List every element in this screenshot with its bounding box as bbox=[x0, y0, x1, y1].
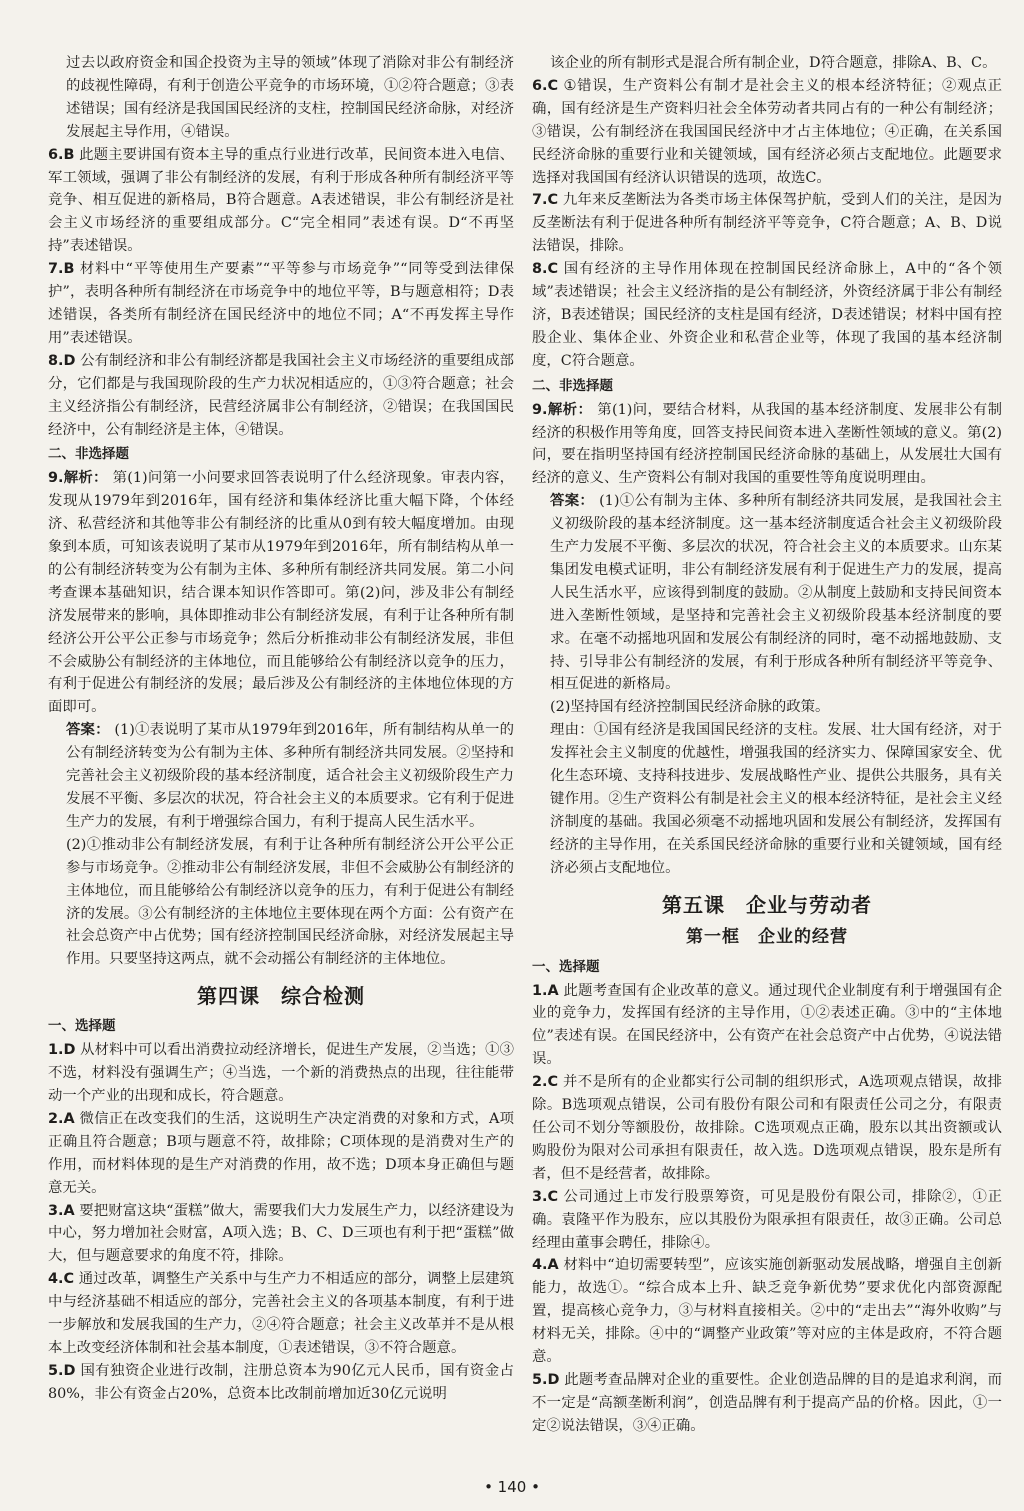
answer-text: 公司通过上市发行股票筹资，可见是股份有限公司，排除②，①正确。袁隆平作为股东，应以其股份为限承担有限责任，故③正确。公司总经理由董事会聘任，排除④。 bbox=[532, 1188, 1002, 1251]
answer-paragraph bbox=[532, 490, 1002, 696]
answer-label: 2.C bbox=[532, 1074, 559, 1091]
answer-text: (2)①推动非公有制经济发展，有利于让各种所有制经济公开公平公正参与市场竞争。②推动非公有制经济发展，非但不会威胁公有制经济的主体地位，而且能够给公有制经济以竞争的压力，有利于促进公有制经济的发展。③公有制经济的主体地位主要体现在两个方面：公有资产在社会总资产中占优势；国有经济控制国民经济命脉，对经济发展起主导作用。只要坚持这两点，就不会动摇公有制经济的主体地位。 bbox=[66, 836, 514, 968]
lesson-title: 第四课 综合检测 bbox=[197, 984, 365, 1009]
answer-text: 从材料中可以看出消费拉动经济增长，促进生产发展，②当选；①③不选，材料没有强调生产；④当选，一个新的消费热点的出现，往往能带动一个产业的出现和成长，符合题意。 bbox=[48, 1042, 514, 1104]
answer-text: ①错误，生产资料公有制才是社会主义的根本经济特征；②观点正确，国有经济是生产资料归社会全体劳动者共同占有的一种公有制经济；③错误，公有制经济在我国国民经济中才占主体地位；④正确，在关系国民经济命脉的重要行业和关键领域，国有经济必须占支配地位。此题要求选择对我国国有经济认识错误的选项，故选C。 bbox=[532, 77, 1002, 186]
answer-label: 答案： bbox=[550, 493, 595, 510]
answer-label: 答案： bbox=[66, 722, 110, 739]
answer-text: 微信正在改变我们的生活，这说明生产决定消费的对象和方式，A项正确且符合题意；B项与题意不符，故排除；C项体现的是消费对生产的作用，而材料体现的是生产对消费的作用，故不选；D项本身正确但与题意无关。 bbox=[48, 1110, 514, 1196]
section-heading: 一、选择题 bbox=[532, 958, 600, 975]
answer-text: 过去以政府资金和国企投资为主导的领域”体现了消除对非公有制经济的歧视性障碍，有利于创造公平竞争的市场环境，①②符合题意；③表述错误；国有经济是我国国民经济的支柱，控制国民经济命脉，对经济发展起主导作用，④错误。 bbox=[66, 55, 514, 140]
answer-paragraph bbox=[48, 1108, 514, 1200]
answer-paragraph bbox=[532, 399, 1002, 491]
answer-paragraph bbox=[532, 719, 1002, 879]
answer-label: 5.D bbox=[532, 1371, 560, 1388]
answer-label: 8.C bbox=[532, 261, 559, 278]
answer-paragraph bbox=[48, 52, 514, 144]
answer-text: 该企业的所有制形式是混合所有制企业，D符合题意，排除A、B、C。 bbox=[550, 55, 997, 71]
answer-label: 3.A bbox=[48, 1202, 75, 1219]
answer-label: 9.解析： bbox=[532, 401, 593, 418]
answer-label: 9.解析： bbox=[48, 470, 108, 487]
answer-paragraph bbox=[48, 467, 514, 719]
answer-paragraph bbox=[532, 258, 1002, 373]
answer-text: 此题主要讲国有资本主导的重点行业进行改革，民间资本进入电信、军工领域，强调了非公有制经济的发展，有利于形成各种所有制经济平等竞争、相互促进的新格局，B符合题意。A表述错误，非公有制经济是社会主义市场经济的重要组成部分。C“完全相同”表述有误。D“不再坚持”表述错误。 bbox=[48, 146, 514, 255]
answer-paragraph bbox=[532, 980, 1002, 1072]
answer-paragraph bbox=[532, 1254, 1002, 1369]
answer-text: 公有制经济和非公有制经济都是我国社会主义市场经济的重要组成部分，它们都是与我国现阶段的生产力状况相适应的，①③符合题意；社会主义经济指公有制经济，民营经济属非公有制经济，②错误；在我国国民经济中，公有制经济是主体，④错误。 bbox=[48, 352, 514, 438]
answer-text: 材料中“迫切需要转型”，应该实施创新驱动发展战略，增强自主创新能力，故选①。“综合成本上升、缺乏竞争新优势”要求优化内部资源配置，提高核心竞争力，③与材料直接相关。②中的“走出去”“海外收购”与材料无关，排除。④中的“调整产业政策”等对应的主体是政府，不符合题意。 bbox=[532, 1257, 1002, 1366]
answer-text: 九年来反垄断法为各类市场主体保驾护航，受到人们的关注，是因为反垄断法有利于促进各种所有制经济平等竞争，C符合题意；A、B、D说法错误，排除。 bbox=[532, 192, 1002, 255]
subsection-title: 第一框 企业的经营 bbox=[686, 926, 848, 947]
left-column bbox=[48, 52, 514, 1406]
answer-label: 1.D bbox=[48, 1042, 76, 1059]
answer-text: 第(1)问，要结合材料，从我国的基本经济制度、发展非公有制经济的积极作用等角度，回答支持民间资本进入垄断性领域的意义。第(2)问，要在指明坚持国有经济控制国民经济命脉的基础上，从发展壮大国有经济的意义、生产资料公有制对我国的重要性等角度说明理由。 bbox=[532, 401, 1002, 487]
answer-text: 此题考查国有企业改革的意义。通过现代企业制度有利于增强国有企业的竞争力，发挥国有经济的主导作用，①②表述正确。③中的“主体地位”表述有误。在国民经济中，公有资产在社会总资产中占优势，④说法错误。 bbox=[532, 982, 1002, 1068]
answer-label: 4.A bbox=[532, 1257, 559, 1274]
answer-label: 4.C bbox=[48, 1271, 75, 1288]
answer-text: 理由：①国有经济是我国国民经济的支柱。发展、壮大国有经济，对于发挥社会主义制度的优越性，增强我国的经济实力、保障国家安全、优化生态环境、支持科技进步、发展战略性产业、提供公共服务，具有关键作用。②生产资料公有制是社会主义的根本经济特征，是社会主义经济制度的基础。我国必须毫不动摇地巩固和发展公有制经济，发挥国有经济的主导作用，在关系国民经济命脉的重要行业和关键领域，国有经济必须占支配地位。 bbox=[550, 722, 1002, 876]
answer-text: 第(1)问第一小问要求回答表说明了什么经济现象。审表内容，发现从1979年到2016年，国有经济和集体经济比重大幅下降，个体经济、私营经济和其他等非公有制经济的比重从0到有较大幅度增加。由现象到本质，可知该表说明了某市从1979年到2016年，所有制结构从单一的公有制经济转变为公有制为主体、多种所有制经济共同发展。第二小问考查课本基础知识，结合课本知识作答即可。第(2)问，涉及非公有制经济发展带来的影响，具体即推动非公有制经济发展，有利于让各种所有制经济公开公平公正参与市场竞争；然后分析推动非公有制经济发展，非但不会威胁公有制经济的主体地位，而且能够给公有制经济以竞争的压力，有利于促进公有制经济的发展；最后涉及公有制经济的主体地位体现的方面即可。 bbox=[48, 470, 514, 716]
answer-text: 国有经济的主导作用体现在控制国民经济命脉上，A中的“各个领域”表述错误；社会主义经济指的是公有制经济，外资经济属于非公有制经济，B表述错误；国民经济的支柱是国有经济，D表述错误；材料中国有控股企业、集体企业、外资企业和私营企业等，体现了我国的基本经济制度，C符合题意。 bbox=[532, 261, 1002, 369]
answer-label: 5.D bbox=[48, 1362, 76, 1379]
answer-label: 8.D bbox=[48, 352, 76, 369]
answer-paragraph bbox=[48, 258, 514, 350]
answer-text: 材料中“平等使用生产要素”“平等参与市场竞争”“同等受到法律保护”，表明各种所有制经济在市场竞争中的地位平等，B与题意相符；D表述错误，各类所有制经济在国民经济中的地位不同；A“不再发挥主导作用”表述错误。 bbox=[48, 261, 514, 346]
answer-paragraph bbox=[48, 144, 514, 259]
answer-paragraph bbox=[48, 350, 514, 442]
answer-label: 2.A bbox=[48, 1110, 75, 1127]
page-number: • 140 • bbox=[484, 1478, 540, 1496]
answer-label: 7.B bbox=[48, 261, 75, 278]
answer-label: 6.C bbox=[532, 77, 559, 94]
answer-label: 6.B bbox=[48, 146, 75, 163]
answer-text: 国有独资企业进行改制，注册总资本为90亿元人民币，国有资金占80%，非公有资金占20%，总资本比改制前增加近30亿元说明 bbox=[48, 1362, 514, 1402]
answer-text: 此题考查品牌对企业的重要性。企业创造品牌的目的是追求利润，而不一定是“高额垄断利润”，创造品牌有利于提高产品的价格。因此，①一定②说法错误，③④正确。 bbox=[532, 1371, 1002, 1434]
answer-text: (1)①表说明了某市从1979年到2016年，所有制结构从单一的公有制经济转变为公有制为主体、多种所有制经济共同发展。②坚持和完善社会主义初级阶段的基本经济制度，适合社会主义初级阶段生产力发展不平衡、多层次的状况，符合社会主义的本质要求。它有利于促进生产力的发展，有利于增强综合国力，有利于提高人民生活水平。 bbox=[66, 722, 514, 830]
answer-paragraph bbox=[532, 696, 1002, 719]
answer-text: 通过改革，调整生产关系中与生产力不相适应的部分，调整上层建筑中与经济基础不相适应的部分，完善社会主义的各项基本制度，有利于进一步解放和发展我国的生产力，②④符合题意；社会主义改革并不是从根本上改变经济体制和社会基本制度，①表述错误，③不符合题意。 bbox=[48, 1271, 514, 1356]
answer-text: 并不是所有的企业都实行公司制的组织形式，A选项观点错误，故排除。B选项观点错误，公司有股份有限公司和有限责任公司之分，有限责任公司不划分等额股份，故排除。C选项观点正确，股东以其出资额或认购股份为限对公司承担有限责任，故入选。D选项观点错误，股东是所有者，但不是经营者，故排除。 bbox=[532, 1074, 1002, 1182]
answer-text: (2)坚持国有经济控制国民经济命脉的政策。 bbox=[550, 699, 830, 716]
answer-paragraph bbox=[48, 1039, 514, 1108]
answer-paragraph bbox=[532, 1071, 1002, 1186]
right-column bbox=[532, 52, 1002, 1438]
answer-paragraph bbox=[532, 1186, 1002, 1255]
answer-paragraph bbox=[532, 189, 1002, 258]
section-heading: 一、选择题 bbox=[48, 1018, 116, 1035]
lesson-title: 第五课 企业与劳动者 bbox=[662, 892, 872, 917]
answer-paragraph bbox=[48, 1200, 514, 1269]
answer-paragraph bbox=[532, 1369, 1002, 1438]
answer-label: 7.C bbox=[532, 192, 559, 209]
section-heading: 二、非选择题 bbox=[48, 446, 129, 463]
section-heading: 二、非选择题 bbox=[532, 377, 613, 394]
answer-text: (1)①公有制为主体、多种所有制经济共同发展，是我国社会主义初级阶段的基本经济制度。这一基本经济制度适合社会主义初级阶段生产力发展不平衡、多层次的状况，符合社会主义的本质要求。山东某集团发电模式证明，非公有制经济发展有利于促进生产力的发展，提高人民生活水平，应该得到制度的鼓励。②从制度上鼓励和支持民间资本进入垄断性领域，是坚持和完善社会主义初级阶段基本经济制度的要求。在毫不动摇地巩固和发展公有制经济的同时，毫不动摇地鼓励、支持、引导非公有制经济的发展，有利于形成各种所有制经济平等竞争、相互促进的新格局。 bbox=[550, 493, 1003, 693]
answer-paragraph bbox=[48, 719, 514, 834]
answer-text: 要把财富这块“蛋糕”做大，需要我们大力发展生产力，以经济建设为中心，努力增加社会财富，A项入选；B、C、D三项也有利于把“蛋糕”做大，但与题意要求的角度不符，排除。 bbox=[48, 1202, 515, 1265]
answer-label: 3.C bbox=[532, 1188, 559, 1205]
answer-paragraph bbox=[48, 834, 514, 971]
answer-paragraph bbox=[48, 1268, 514, 1360]
answer-paragraph bbox=[48, 1360, 514, 1406]
answer-paragraph bbox=[532, 75, 1002, 190]
answer-label: 1.A bbox=[532, 982, 559, 999]
answer-paragraph bbox=[532, 52, 1002, 75]
